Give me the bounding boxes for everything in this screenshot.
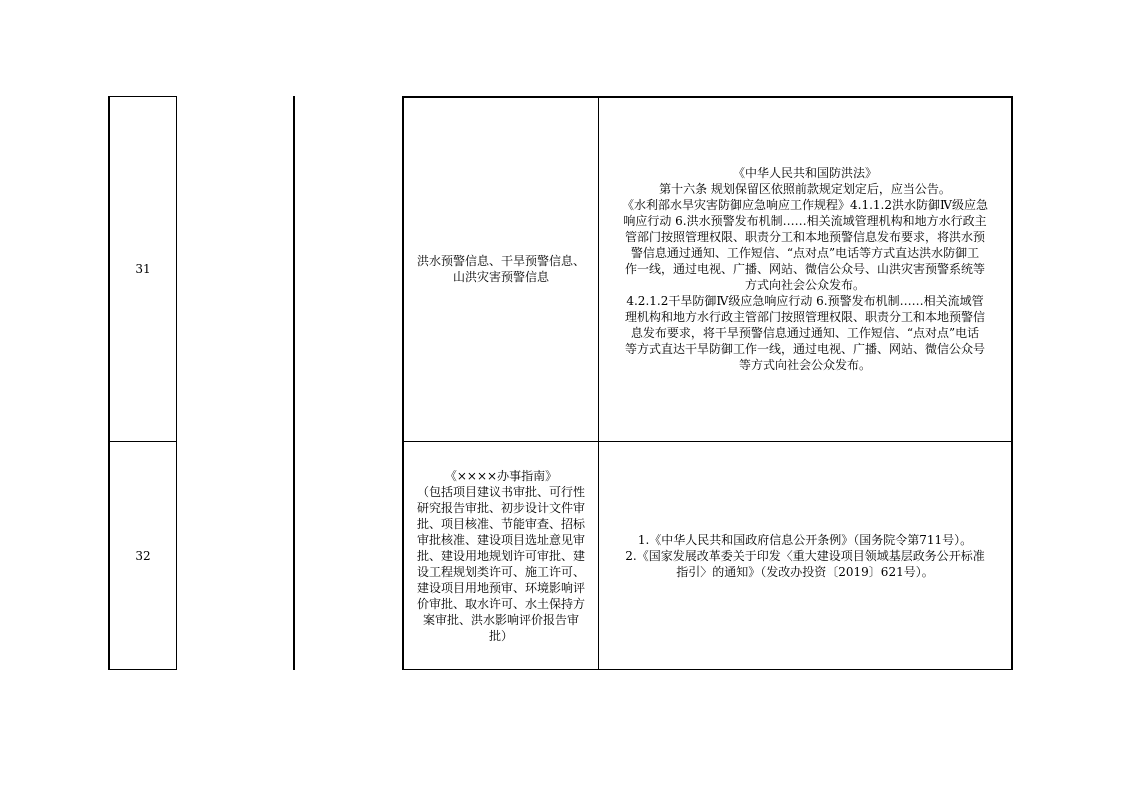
item-text	[411, 253, 591, 285]
basis-line: 警信息通过通知、工作短信、“点对点”电话等方式直达洪水防御工	[630, 246, 980, 260]
table-row	[110, 97, 176, 441]
item-line: 建设项目用地预审、环境影响评	[416, 580, 585, 595]
item-line: 价审批、取水许可、水土保持方	[416, 596, 585, 611]
basis-line: 第十六条 规划保留区依照前款规定划定后，应当公告。	[659, 182, 951, 196]
item-line: 批、建设用地规划许可审批、建	[416, 548, 585, 563]
basis-text	[616, 165, 994, 373]
basis-line: 响应行动 6.洪水预警发布机制……相关流域管理机构和地方水行政主	[623, 214, 987, 228]
basis-line: 指引〉的通知》（发改办投资〔2019〕621号）。	[676, 564, 934, 579]
item-line: 研究报告审批、初步设计文件审	[416, 500, 585, 515]
item-cell	[404, 442, 598, 669]
basis-line: 2.《国家发展改革委关于印发〈重大建设项目领域基层政务公开标准	[625, 548, 985, 563]
basis-line: 管部门按照管理权限、职责分工和本地预警信息发布要求，将洪水预	[624, 230, 985, 244]
table-border-bottom-number	[108, 669, 177, 670]
basis-line: 等方式直达干旱防御工作一线，通过电视、广播、网站、微信公众号	[624, 342, 985, 356]
basis-line: 4.2.1.2干旱防御Ⅳ级应急响应行动 6.预警发布机制……相关流域管	[626, 294, 984, 308]
basis-text	[619, 532, 990, 580]
table-border-bottom-right	[402, 669, 1013, 670]
item-line: 《××××办事指南》	[444, 468, 558, 483]
basis-line: 息发布要求，将干旱预警信息通过通知、工作短信、“点对点”电话	[630, 326, 980, 340]
table-row	[110, 442, 176, 669]
item-line: 审批核准、建设项目选址意见审	[416, 532, 585, 547]
basis-line: 等方式向社会公众发布。	[738, 358, 871, 372]
basis-cell	[599, 442, 1011, 669]
item-line: 案审批、洪水影响评价报告审	[422, 612, 579, 627]
item-line: 批、项目核准、节能审查、招标	[416, 516, 585, 531]
item-text	[411, 468, 591, 644]
basis-line: 1.《中华人民共和国政府信息公开条例》（国务院令第711号）。	[637, 532, 973, 547]
table-border-middle	[293, 96, 295, 670]
item-line: 批）	[488, 628, 513, 643]
table-border-right	[1011, 96, 1013, 670]
basis-line: 理机构和地方水行政主管部门按照管理权限、职责分工和本地预警信	[624, 310, 985, 324]
row-number: 32	[135, 548, 151, 563]
item-line: 洪水预警信息、干旱预警信息、	[416, 254, 585, 268]
item-line: 设工程规划类许可、施工许可、	[416, 564, 585, 579]
table-border-number-right	[176, 96, 177, 670]
basis-cell	[599, 97, 1011, 441]
item-line: （包括项目建议书审批、可行性	[416, 484, 585, 499]
basis-line: 方式向社会公众发布。	[744, 278, 865, 292]
item-line: 山洪灾害预警信息	[452, 270, 549, 284]
item-cell	[404, 97, 598, 441]
basis-line: 作一线，通过电视、广播、网站、微信公众号、山洪灾害预警系统等	[624, 262, 985, 276]
row-number: 31	[135, 262, 151, 276]
basis-line: 《水利部水旱灾害防御应急响应工作规程》4.1.1.2洪水防御Ⅳ级应急	[622, 198, 988, 212]
basis-line: 《中华人民共和国防洪法》	[732, 166, 877, 180]
